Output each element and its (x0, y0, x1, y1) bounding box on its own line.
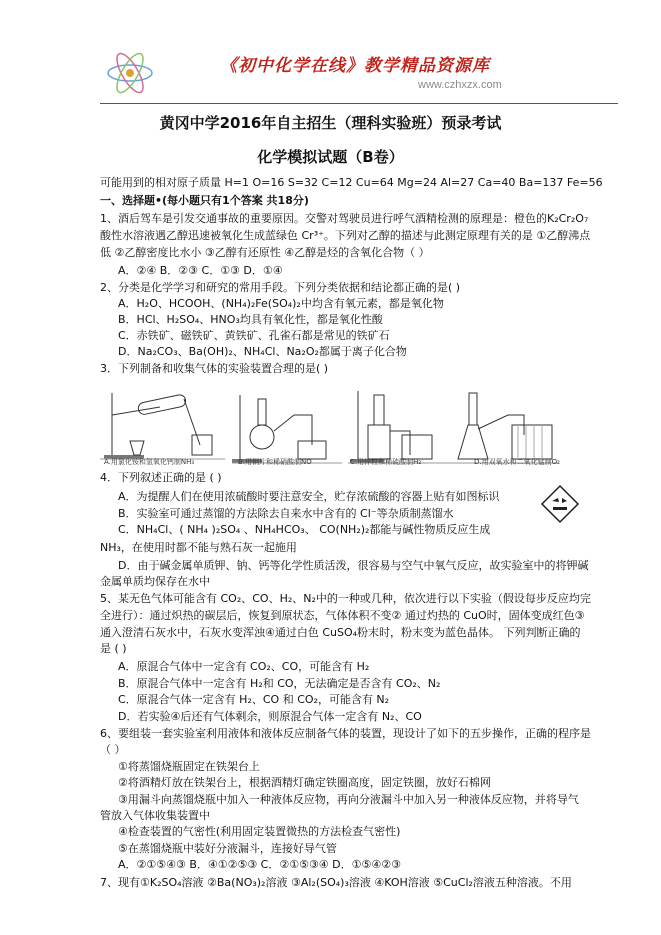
corrosive-warning-icon (540, 484, 580, 524)
q2-option-b: B．HCl、H₂SO₄、HNO₃均具有氧化性，都是氧化性酸 (118, 313, 383, 326)
q5-line2: 全进行）：通过炽热的碳层后，恢复到原状态，气体体积不变② 通过灼热的 CuO时，固体变成红色③ (100, 609, 585, 622)
apparatus-c-figure (348, 385, 448, 467)
apparatus-d-figure (448, 385, 558, 467)
q7-line1: 7、现有①K₂SO₄溶液 ②Ba(NO₃)₂溶液 ③Al₂(SO₄)₃溶液 ④KOH溶液 ⑤CuCl₂溶液五种溶液。不用 (100, 876, 572, 889)
q5-option-d: D．若实验④后还有气体剩余，则原混合气体一定含有 N₂、CO (118, 710, 422, 723)
atomic-masses: 可能用到的相对原子质量 H=1 O=16 S=32 C=12 Cu=64 Mg=24 Al=27 Ca=40 Ba=137 Fe=56 (100, 176, 603, 189)
q1-line2: 酸性水溶液遇乙醇迅速被氧化生成蓝绿色 Cr³⁺。下列对乙醇的描述与此测定原理有关的是 ①乙醇沸点 (100, 229, 591, 242)
section-heading: 一、选择题•(每小题只有1个答案 共18分) (100, 194, 309, 207)
q3-stem: 3．下列制备和收集气体的实验装置合理的是( ) (100, 362, 329, 375)
q4-option-a: A．为提醒人们在使用浓硫酸时要注意安全，贮存浓硫酸的容器上贴有如图标识 (118, 490, 500, 503)
q2-option-a: A．H₂O、HCOOH、(NH₄)₂Fe(SO₄)₂中均含有氧元素，都是氧化物 (118, 297, 444, 310)
q6-step2: ②将酒精灯放在铁架台上，根据酒精灯确定铁圈高度，固定铁圈，放好石棉网 (118, 776, 491, 789)
header-banner (100, 45, 620, 100)
q5-line3: 通入澄清石灰水中，石灰水变浑浊④通过白色 CuSO₄粉末时，粉末变为蓝色晶体。 下列判断正确的 (100, 626, 581, 639)
q2-stem: 2、分类是化学学习和研究的常用手段。下列分类依据和结论都正确的是( ) (100, 281, 461, 294)
q5-option-b: B．原混合气体中一定含有 H₂和 CO，无法确定是否含有 CO₂、N₂ (118, 677, 441, 690)
q1-line1: 1、酒后驾车是引发交通事故的重要原因。交警对驾驶员进行呼气酒精检测的原理是：橙色的K₂Cr₂O₇ (100, 212, 589, 225)
q4-option-b: B．实验室可通过蒸馏的方法除去自来水中含有的 Cl⁻等杂质制蒸馏水 (118, 507, 454, 520)
apparatus-b-caption: B.用铜片和稀硝酸制NO (238, 458, 312, 466)
q4-option-d-cont: 金属单质均保存在水中 (100, 575, 210, 588)
q4-option-c-cont: NH₃，在使用时都不能与熟石灰一起施用 (100, 541, 297, 554)
q2-option-d: D．Na₂CO₃、Ba(OH)₂、NH₄Cl、Na₂O₂都属于离子化合物 (118, 345, 407, 358)
header-divider (100, 103, 618, 104)
apparatus-b-figure (232, 385, 342, 467)
apparatus-a-caption: A.用氯化铵和氢氧化钙制NH₃ (104, 458, 195, 466)
q4-option-d: D．由于碱金属单质钾、钠、钙等化学性质活泼，很容易与空气中氧气反应，故实验室中的将钾碱 (118, 559, 589, 572)
q1-options: A．②④ B．②③ C．①③ D．①④ (118, 264, 283, 277)
apparatus-a-figure (100, 385, 225, 467)
banner-title: 《初中化学在线》教学精品资源库 (220, 56, 490, 76)
apparatus-c-caption: C.用锌粒和稀硫酸制H₂ (350, 458, 422, 466)
q6-line2: （ ） (100, 743, 126, 756)
q1-line3: 低 ②乙醇密度比水小 ③乙醇有还原性 ④乙醇是烃的含氧化合物（ ） (100, 246, 430, 259)
apparatus-d-caption: D.用双氧水和二氧化锰制O₂ (474, 458, 560, 466)
q4-stem: 4．下列叙述正确的是 ( ) (100, 471, 222, 484)
exam-subtitle: 化学模拟试题（B卷） (257, 148, 404, 166)
q6-step3-cont: 管放入气体收集装置中 (100, 809, 210, 822)
atom-logo-icon (100, 45, 160, 100)
q6-options: A．②①⑤④③ B．④①②⑤③ C．②①⑤③④ D．①⑤④②③ (118, 858, 401, 871)
q6-step1: ①将蒸馏烧瓶固定在铁架台上 (118, 760, 260, 773)
q4-option-c: C．NH₄Cl、( NH₄ )₂SO₄ 、NH₄HCO₃、 CO(NH₂)₂都能与碱性物质反应生成 (118, 523, 491, 536)
q6-step5: ⑤在蒸馏烧瓶中装好分液漏斗，连接好导气管 (118, 842, 337, 855)
q2-option-c: C．赤铁矿、磁铁矿、黄铁矿、孔雀石都是常见的铁矿石 (118, 329, 390, 342)
q6-line1: 6、要组装一套实验室利用液体和液体反应制备气体的装置，现设计了如下的五步操作，正确的程序是 (100, 727, 591, 740)
q6-step4: ④检查装置的气密性(利用固定装置微热的方法检查气密性) (118, 825, 401, 838)
exam-title: 黄冈中学2016年自主招生（理科实验班）预录考试 (159, 114, 502, 132)
banner-url: www.czhxzx.com (418, 79, 502, 91)
q5-option-c: C．原混合气体一定含有 H₂、CO 和 CO₂，可能含有 N₂ (118, 693, 390, 706)
q5-line4: 是 ( ) (100, 642, 127, 655)
q5-line1: 5、某无色气体可能含有 CO₂、CO、H₂、N₂中的一种或几种，依次进行以下实验（假设每步反应均完 (100, 592, 591, 605)
q6-step3: ③用漏斗向蒸馏烧瓶中加入一种液体反应物，再向分液漏斗中加入另一种液体反应物，并将导气 (118, 793, 579, 806)
q5-option-a: A．原混合气体中一定含有 CO₂、CO，可能含有 H₂ (118, 660, 370, 673)
